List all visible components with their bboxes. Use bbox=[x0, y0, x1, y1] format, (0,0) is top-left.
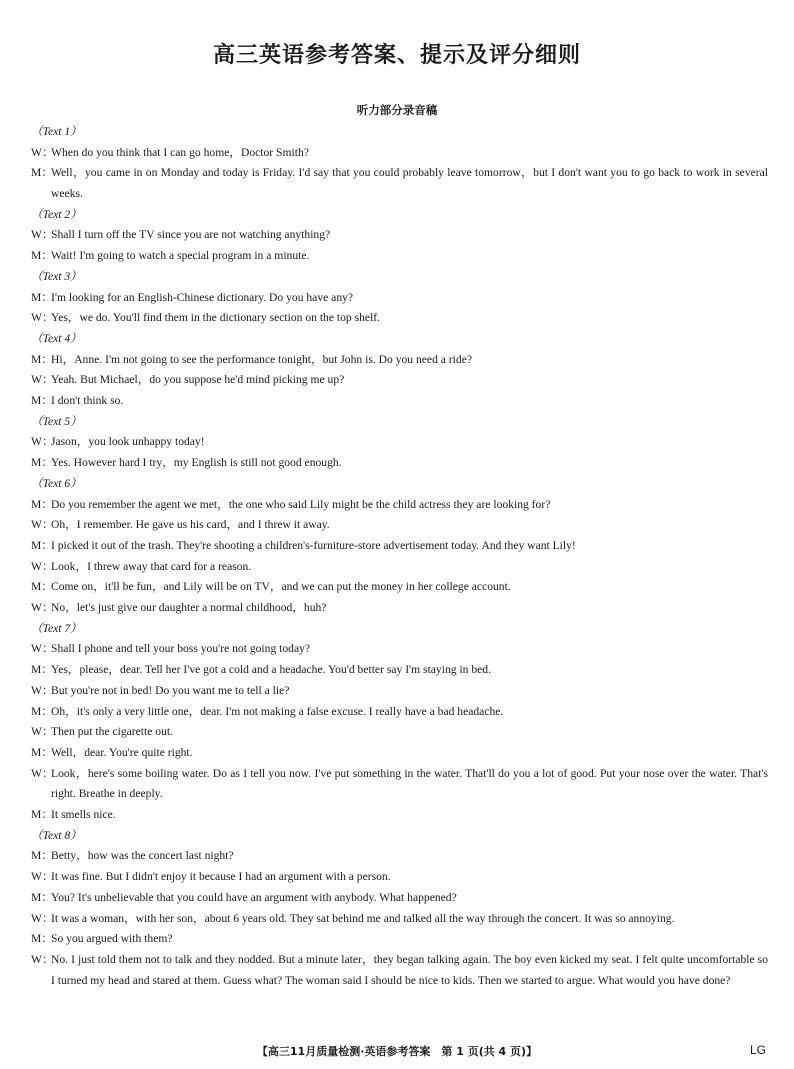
speaker-label: W： bbox=[31, 559, 54, 573]
dialogue-line bbox=[31, 391, 768, 412]
page-footer: 【高三11月质量检测·英语参考答案 第 1 页(共 4 页)】 bbox=[256, 1045, 538, 1058]
utterance-text: Look，here's some boiling water. Do as I tell you now. I've put something in the water. That'll do you a lot of good. Put your nose over the water. That's right. Breathe in deeply. bbox=[51, 766, 768, 801]
dialogue-line bbox=[31, 867, 768, 888]
document-title: 高三英语参考答案、提示及评分细则 bbox=[212, 43, 581, 68]
speaker-label: M： bbox=[31, 808, 53, 822]
utterance-text: No，let's just give our daughter a normal childhood，huh? bbox=[51, 601, 327, 615]
speaker-label: W： bbox=[31, 311, 54, 325]
utterance-text: I don't think so. bbox=[51, 394, 124, 408]
speaker-label: M： bbox=[31, 456, 53, 470]
utterance-text: Shall I turn off the TV since you are not watching anything? bbox=[51, 228, 331, 242]
dialogue-line bbox=[31, 453, 768, 474]
dialogue-line bbox=[31, 163, 768, 204]
footer-code: LG bbox=[749, 1043, 766, 1057]
dialogue-line bbox=[31, 350, 768, 371]
text-section-label: （Text 4） bbox=[31, 331, 82, 345]
utterance-text: It was a woman，with her son，about 6 years old. They sat behind me and talked all the way through the concert. It was so annoying. bbox=[51, 911, 675, 925]
speaker-label: W： bbox=[31, 145, 54, 159]
utterance-text: Yes，please，dear. Tell her I've got a cold and a headache. You'd better say I'm staying in bed. bbox=[51, 663, 491, 677]
dialogue-line bbox=[31, 143, 768, 164]
utterance-text: Yes，we do. You'll find them in the dictionary section on the top shelf. bbox=[51, 311, 381, 325]
dialogue-line bbox=[31, 681, 768, 702]
text-section-label: （Text 8） bbox=[31, 828, 82, 842]
speaker-label: M： bbox=[31, 249, 53, 263]
dialogue-line bbox=[31, 805, 768, 826]
speaker-label: W： bbox=[31, 911, 54, 925]
speaker-label: W： bbox=[31, 435, 54, 449]
dialogue-line bbox=[31, 225, 768, 246]
text-section-label: （Text 7） bbox=[31, 621, 82, 635]
utterance-text: Shall I phone and tell your boss you're not going today? bbox=[51, 642, 311, 656]
utterance-text: Do you remember the agent we met，the one who said Lily might be the child actress they are looking for? bbox=[51, 497, 551, 511]
dialogue-line bbox=[31, 888, 768, 909]
speaker-label: W： bbox=[31, 725, 54, 739]
dialogue-line bbox=[31, 536, 768, 557]
utterance-text: So you argued with them? bbox=[51, 932, 173, 946]
utterance-text: Well，you came in on Monday and today is Friday. I'd say that you could probably leave tomorrow，but I don't want you to go back to work in several weeks. bbox=[51, 166, 768, 201]
speaker-label: M： bbox=[31, 290, 53, 304]
speaker-label: M： bbox=[31, 538, 53, 552]
utterance-text: Look，I threw away that card for a reason. bbox=[51, 559, 252, 573]
dialogue-line bbox=[31, 495, 768, 516]
speaker-label: M： bbox=[31, 394, 53, 408]
utterance-text: I'm looking for an English-Chinese dictionary. Do you have any? bbox=[51, 290, 354, 304]
speaker-label: W： bbox=[31, 518, 54, 532]
speaker-label: M： bbox=[31, 932, 53, 946]
text-section-label: （Text 2） bbox=[31, 207, 82, 221]
speaker-label: M： bbox=[31, 352, 53, 366]
utterance-text: Betty，how was the concert last night? bbox=[51, 849, 234, 863]
speaker-label: W： bbox=[31, 373, 54, 387]
speaker-label: M： bbox=[31, 663, 53, 677]
dialogue-line bbox=[31, 702, 768, 723]
dialogue-line bbox=[31, 950, 768, 991]
speaker-label: W： bbox=[31, 683, 54, 697]
dialogue-line bbox=[31, 929, 768, 950]
text-section-label: （Text 1） bbox=[31, 125, 82, 138]
utterance-text: But you're not in bed! Do you want me to tell a lie? bbox=[51, 683, 290, 697]
utterance-text: Yes. However hard I try，my English is still not good enough. bbox=[51, 456, 342, 470]
dialogue-line bbox=[31, 308, 768, 329]
speaker-label: W： bbox=[31, 953, 54, 966]
utterance-text: It was fine. But I didn't enjoy it because I had an argument with a person. bbox=[51, 870, 391, 884]
dialogue-line bbox=[31, 660, 768, 681]
utterance-text: Come on，it'll be fun，and Lily will be on TV，and we can put the money in her college account. bbox=[51, 580, 511, 594]
utterance-text: I picked it out of the trash. They're shooting a children's-furniture-store advertisement today. And they want Lily! bbox=[51, 538, 576, 552]
utterance-text: Then put the cigarette out. bbox=[51, 725, 174, 739]
dialogue-line bbox=[31, 722, 768, 743]
dialogue-line bbox=[31, 598, 768, 619]
speaker-label: W： bbox=[31, 870, 54, 884]
dialogue-line bbox=[31, 639, 768, 660]
speaker-label: W： bbox=[31, 766, 54, 780]
utterance-text: No. I just told them not to talk and they nodded. But a minute later，they began talking again. The boy even kicked my seat. I felt quite uncomfortable so I turned my head and stared at them. Guess what? The woman said I should be nice to kids. Then we started to argue. What would you have done? bbox=[51, 953, 768, 987]
text-section-label: （Text 6） bbox=[31, 476, 82, 490]
section-subtitle: 听力部分录音稿 bbox=[356, 103, 438, 117]
speaker-label: M： bbox=[31, 745, 53, 759]
speaker-label: M： bbox=[31, 580, 53, 594]
utterance-text: Oh，it's only a very little one，dear. I'm not making a false excuse. I really have a bad headache. bbox=[51, 704, 504, 718]
dialogue-line bbox=[31, 432, 768, 453]
utterance-text: Oh，I remember. He gave us his card，and I threw it away. bbox=[51, 518, 330, 532]
speaker-label: M： bbox=[31, 166, 53, 180]
dialogue-line bbox=[31, 846, 768, 867]
dialogue-line bbox=[31, 370, 768, 391]
dialogue-line bbox=[31, 743, 768, 764]
dialogue-line bbox=[31, 557, 768, 578]
dialogue-line bbox=[31, 764, 768, 805]
speaker-label: W： bbox=[31, 601, 54, 615]
speaker-label: M： bbox=[31, 849, 53, 863]
utterance-text: Jason，you look unhappy today! bbox=[51, 435, 205, 449]
dialogue-line bbox=[31, 515, 768, 536]
utterance-text: You? It's unbelievable that you could have an argument with anybody. What happened? bbox=[51, 890, 457, 904]
utterance-text: When do you think that I can go home，Doctor Smith? bbox=[51, 145, 309, 159]
utterance-text: Hi，Anne. I'm not going to see the performance tonight，but John is. Do you need a ride? bbox=[51, 352, 472, 366]
dialogue-line bbox=[31, 909, 768, 930]
dialogue-line bbox=[31, 577, 768, 598]
transcript-body bbox=[31, 122, 768, 991]
speaker-label: M： bbox=[31, 890, 53, 904]
utterance-text: Wait! I'm going to watch a special program in a minute. bbox=[51, 249, 310, 263]
dialogue-line bbox=[31, 246, 768, 267]
speaker-label: M： bbox=[31, 497, 53, 511]
utterance-text: Yeah. But Michael，do you suppose he'd mind picking me up? bbox=[51, 373, 345, 387]
text-section-label: （Text 5） bbox=[31, 414, 82, 428]
speaker-label: M： bbox=[31, 704, 53, 718]
speaker-label: W： bbox=[31, 228, 54, 242]
dialogue-line bbox=[31, 288, 768, 309]
utterance-text: Well，dear. You're quite right. bbox=[51, 745, 193, 759]
text-section-label: （Text 3） bbox=[31, 269, 82, 283]
utterance-text: It smells nice. bbox=[51, 808, 116, 822]
speaker-label: W： bbox=[31, 642, 54, 656]
